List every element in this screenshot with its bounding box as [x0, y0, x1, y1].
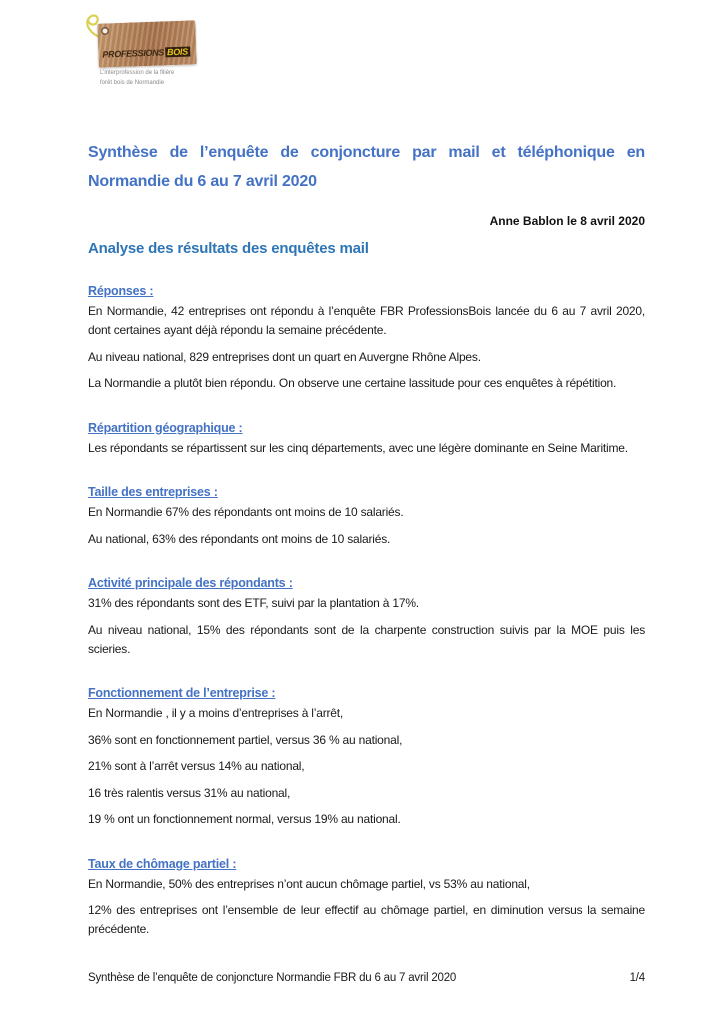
section-heading: Activité principale des répondants :	[88, 576, 293, 591]
section	[88, 284, 645, 394]
page-title-line2: Normandie du 6 au 7 avril 2020	[88, 173, 317, 190]
section	[88, 857, 645, 940]
paragraph: En Normandie 67% des répondants ont moins de 10 salariés.	[88, 505, 404, 520]
professionsbois-logo	[84, 12, 214, 88]
logo-tagline-line2: forêt bois de Normandie	[100, 79, 165, 86]
paragraph: La Normandie a plutôt bien répondu. On observe une certaine lassitude pour ces enquêtes à répétition.	[88, 376, 617, 391]
paragraph: Au niveau national, 829 entreprises dont un quart en Auvergne Rhône Alpes.	[88, 349, 481, 364]
section-heading: Taux de chômage partiel :	[88, 856, 237, 871]
section	[88, 485, 645, 549]
section-heading: Répartition géographique :	[88, 420, 243, 435]
paragraph: 21% sont à l’arrêt versus 14% au national,	[88, 759, 305, 774]
page-number: 1/4	[629, 972, 645, 984]
section	[88, 686, 645, 829]
document-body	[88, 138, 645, 947]
paragraph: En Normandie, 50% des entreprises n’ont aucun chômage partiel, vs 53% au national,	[88, 876, 530, 891]
brand-bois: BOIS	[166, 46, 188, 58]
section-heading: Réponses :	[88, 284, 154, 298]
footer-text: Synthèse de l’enquête de conjoncture Normandie FBR du 6 au 7 avril 2020	[88, 972, 457, 984]
section	[88, 576, 645, 659]
brand-professions: PROFESSIONS	[102, 47, 165, 60]
page-title-line1: Synthèse de l’enquête de conjoncture par mail et téléphonique en	[88, 144, 645, 161]
logo-brand-text	[102, 47, 190, 60]
section	[88, 421, 645, 458]
paragraph: 19 % ont un fonctionnement normal, versus 19% au national.	[88, 812, 401, 827]
paragraph: 31% des répondants sont des ETF, suivi par la plantation à 17%.	[88, 596, 419, 611]
paragraph: Au national, 63% des répondants ont moins de 10 salariés.	[88, 531, 391, 546]
section-heading: Fonctionnement de l’entreprise :	[88, 686, 276, 701]
page-title	[88, 138, 645, 196]
paragraph: En Normandie , il y a moins d’entreprises à l’arrêt,	[88, 706, 344, 721]
paragraph: 12% des entreprises ont l’ensemble de leur effectif au chômage partiel, en diminution versus la semaine précédente.	[88, 903, 645, 937]
paragraph: En Normandie, 42 entreprises ont répondu à l’enquête FBR ProfessionsBois lancée du 6 au 7 avril 2020, dont certaines ayant déjà répondu la semaine précédente.	[88, 304, 645, 338]
subtitle: Analyse des résultats des enquêtes mail	[88, 240, 369, 257]
sections	[88, 284, 645, 940]
tag-hole	[102, 28, 107, 33]
section-heading: Taille des entreprises :	[88, 485, 218, 500]
paragraph: 36% sont en fonctionnement partiel, versus 36 % au national,	[88, 732, 403, 747]
paragraph: Au niveau national, 15% des répondants sont de la charpente construction suivis par la MOE puis les scieries.	[88, 622, 645, 656]
logo-tagline	[100, 69, 214, 88]
page-footer	[88, 972, 645, 984]
logo-tagline-line1: L’interprofession de la filière	[100, 70, 175, 76]
wood-tag	[97, 20, 196, 67]
paragraph: Les répondants se répartissent sur les cinq départements, avec une légère dominante en Seine Maritime.	[88, 440, 628, 455]
byline: Anne Bablon le 8 avril 2020	[489, 214, 645, 228]
paragraph: 16 très ralentis versus 31% au national,	[88, 785, 291, 800]
